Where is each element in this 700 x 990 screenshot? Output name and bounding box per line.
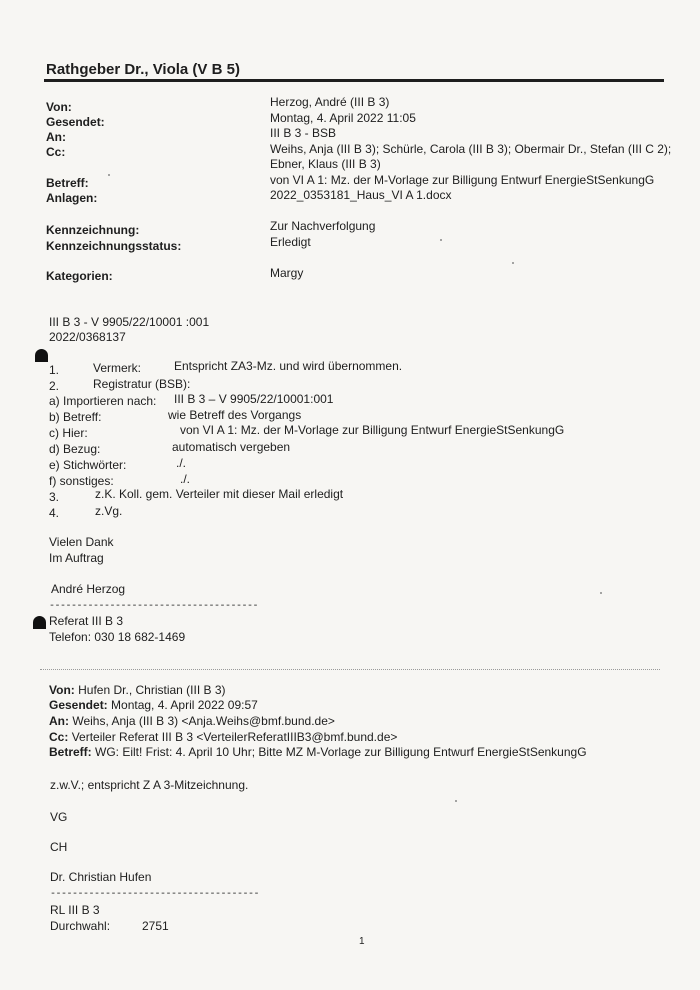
item-f-value: ./. [180, 472, 191, 486]
sent-label: Gesendet: [46, 115, 105, 129]
flag-label: Kennzeichnung: [46, 223, 140, 237]
item-3-value: z.K. Koll. gem. Verteiler mit dieser Mail erledigt [95, 487, 344, 501]
fwd-signature-name: Dr. Christian Hufen [50, 870, 152, 884]
item-3-number: 3. [49, 490, 60, 504]
attachments-value: 2022_0353181_Haus_VI A 1.docx [270, 188, 452, 202]
item-d-value: automatisch vergeben [172, 440, 291, 454]
item-4-value: z.Vg. [95, 504, 123, 518]
item-b-label: b) Betreff: [49, 410, 102, 424]
item-1-label: Vermerk: [93, 361, 142, 375]
signature-unit: Referat III B 3 [49, 614, 124, 628]
sent-value: Montag, 4. April 2022 11:05 [270, 111, 416, 125]
to-value: III B 3 - BSB [270, 126, 337, 140]
fwd-cc [49, 730, 397, 745]
scan-speck [512, 262, 514, 264]
scan-speck [440, 239, 442, 241]
from-label: Von: [46, 100, 72, 114]
flag-status-label: Kennzeichnungsstatus: [46, 239, 182, 253]
to-label: An: [46, 130, 66, 144]
fwd-to-label: An: [49, 714, 69, 728]
cc-value-line2: Ebner, Klaus (III B 3) [270, 157, 381, 171]
cc-label: Cc: [46, 145, 66, 159]
header-rule [44, 79, 664, 82]
fwd-extension-value: 2751 [142, 919, 169, 933]
item-2-number: 2. [49, 379, 60, 393]
fwd-from-label: Von: [49, 683, 75, 697]
item-4-number: 4. [49, 506, 60, 520]
fwd-to [49, 714, 335, 729]
punch-hole-mark [33, 616, 46, 629]
fwd-sent-label: Gesendet: [49, 698, 108, 712]
message-divider [40, 669, 660, 670]
subject-value: von VI A 1: Mz. der M-Vorlage zur Billigung Entwurf EnergieStSenkungG [270, 173, 655, 187]
signature-separator: -------------------------------------- [49, 601, 259, 612]
subject-label: Betreff: [46, 176, 89, 190]
fwd-to-value: Weihs, Anja (III B 3) <Anja.Weihs@bmf.bund.de> [72, 714, 335, 728]
fwd-sent-value: Montag, 4. April 2022 09:57 [111, 698, 258, 712]
fwd-sent [49, 698, 258, 713]
attachments-label: Anlagen: [46, 191, 98, 205]
scan-speck [455, 800, 457, 802]
fwd-subject-value: WG: Eilt! Frist: 4. April 10 Uhr; Bitte MZ M-Vorlage zur Billigung Entwurf EnergieStSenkungG [95, 745, 587, 759]
fwd-cc-value: Verteiler Referat III B 3 <VerteilerReferatIIIB3@bmf.bund.de> [71, 730, 398, 744]
item-c-label: c) Hier: [49, 426, 88, 440]
flag-status-value: Erledigt [270, 235, 311, 249]
item-1-value: Entspricht ZA3-Mz. und wird übernommen. [174, 359, 403, 373]
closing-order: Im Auftrag [49, 551, 104, 565]
cc-value-line1: Weihs, Anja (III B 3); Schürle, Carola (III B 3); Obermair Dr., Stefan (III C 2); [270, 142, 672, 156]
from-value: Herzog, André (III B 3) [270, 95, 390, 109]
fwd-subject-label: Betreff: [49, 745, 92, 759]
file-reference: III B 3 - V 9905/22/10001 :001 [49, 315, 210, 329]
signature-name: André Herzog [51, 582, 126, 596]
item-2-label: Registratur (BSB): [93, 377, 191, 391]
item-e-value: ./. [176, 456, 187, 470]
fwd-signature-unit: RL III B 3 [50, 903, 100, 917]
item-1-number: 1. [49, 363, 60, 377]
closing-thanks: Vielen Dank [49, 535, 114, 549]
categories-value: Margy [270, 266, 304, 280]
fwd-cc-label: Cc: [49, 730, 69, 744]
item-b-value: wie Betreff des Vorgangs [168, 408, 302, 422]
punch-hole-mark [35, 349, 48, 362]
fwd-extension-label: Durchwahl: [50, 919, 111, 933]
fwd-subject [49, 745, 587, 760]
fwd-greeting: VG [50, 810, 68, 824]
item-a-label: a) Importieren nach: [49, 394, 157, 408]
item-f-label: f) sonstiges: [49, 474, 114, 488]
signature-phone: Telefon: 030 18 682-1469 [49, 630, 186, 644]
fwd-from [49, 683, 226, 698]
item-c-value: von VI A 1: Mz. der M-Vorlage zur Billigung Entwurf EnergieStSenkungG [180, 423, 565, 437]
flag-value: Zur Nachverfolgung [270, 219, 376, 233]
scan-speck [108, 174, 110, 176]
fwd-body-line: z.w.V.; entspricht Z A 3-Mitzeichnung. [50, 778, 249, 792]
page-number: 1 [359, 936, 365, 947]
item-d-label: d) Bezug: [49, 442, 101, 456]
scan-speck [600, 592, 602, 594]
fwd-signature-separator: -------------------------------------- [50, 889, 260, 900]
categories-label: Kategorien: [46, 269, 113, 283]
document-number: 2022/0368137 [49, 330, 126, 344]
fwd-initials: CH [50, 840, 68, 854]
item-a-value: III B 3 – V 9905/22/10001:001 [174, 392, 334, 406]
mailbox-owner: Rathgeber Dr., Viola (V B 5) [46, 61, 240, 78]
item-e-label: e) Stichwörter: [49, 458, 127, 472]
fwd-from-value: Hufen Dr., Christian (III B 3) [78, 683, 226, 697]
